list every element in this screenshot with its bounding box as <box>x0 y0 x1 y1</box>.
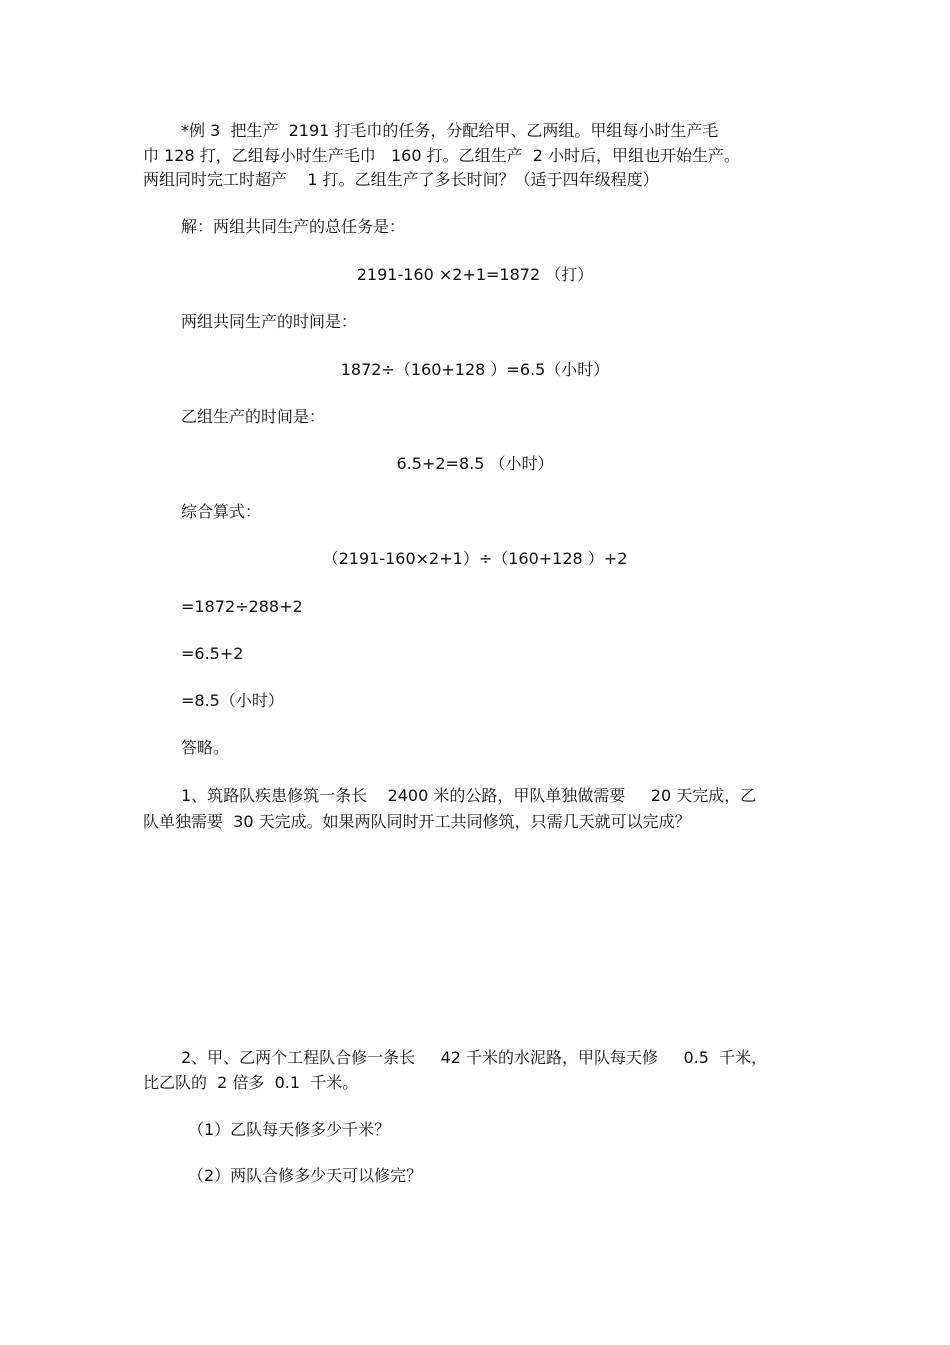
combined-formula: （2191-160×2+1）÷（160+128 ）+2 <box>322 549 628 568</box>
problem-2-question-1: （1）乙队每天修多少千米？ <box>188 1120 391 1139</box>
calc-step-2: =6.5+2 <box>181 644 244 663</box>
calc-step-1: =1872÷288+2 <box>181 597 303 616</box>
answer-omitted: 答略。 <box>181 738 230 757</box>
example-line-2: 巾 128 打，乙组每小时生产毛巾 160 打。乙组生产 2 小时后，甲组也开始生产。 <box>143 146 741 165</box>
equation-total-task: 2191-160 ×2+1=1872 （打） <box>356 265 594 284</box>
problem-1-line-2: 队单独需要 30 天完成。如果两队同时开工共同修筑，只需几天就可以完成？ <box>143 812 691 831</box>
calc-step-3: =8.5（小时） <box>181 691 284 710</box>
solution-step-group-b-time: 乙组生产的时间是： <box>181 407 326 426</box>
solution-step-joint-time: 两组共同生产的时间是： <box>181 312 358 331</box>
problem-2-line-1: 2、甲、乙两个工程队合修一条长 42 千米的水泥路，甲队每天修 0.5 千米， <box>181 1048 768 1067</box>
problem-2-question-2: （2）两队合修多少天可以修完？ <box>188 1166 423 1185</box>
equation-group-b-time: 6.5+2=8.5 （小时） <box>396 454 554 473</box>
solution-intro: 解：两组共同生产的总任务是： <box>181 217 406 236</box>
combined-formula-label: 综合算式： <box>181 502 262 521</box>
example-line-3: 两组同时完工时超产 1 打。乙组生产了多长时间？（适于四年级程度） <box>143 170 659 189</box>
problem-2-line-2: 比乙队的 2 倍多 0.1 千米。 <box>143 1073 359 1092</box>
equation-joint-time: 1872÷（160+128 ）=6.5（小时） <box>340 360 610 379</box>
problem-1-line-1: 1、筑路队疾患修筑一条长 2400 米的公路，甲队单独做需要 20 天完成，乙 <box>181 786 757 805</box>
example-line-1: *例 3 把生产 2191 打毛巾的任务，分配给甲、乙两组。甲组每小时生产毛 <box>181 121 719 140</box>
